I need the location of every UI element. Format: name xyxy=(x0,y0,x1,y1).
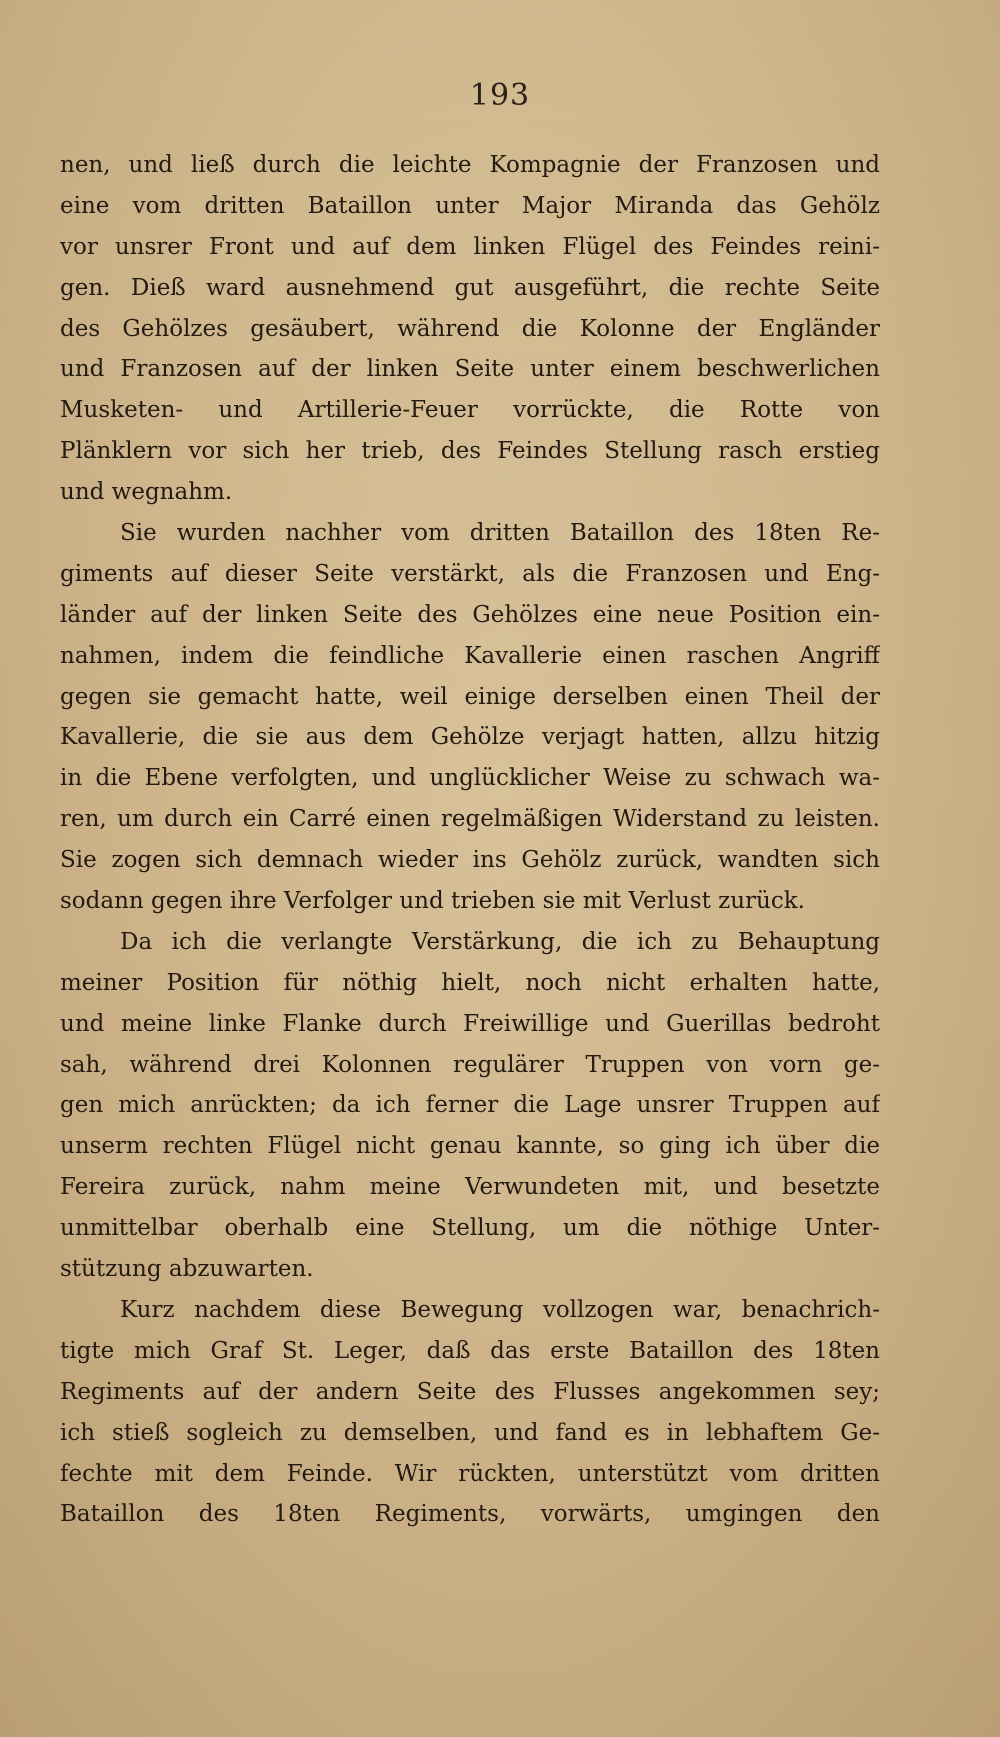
text-line: ren, um durch ein Carré einen regelmäßigen Widerstand zu leisten. xyxy=(60,806,880,833)
text-line: ich stieß sogleich zu demselben, und fand es in lebhaftem Ge- xyxy=(60,1419,880,1446)
text-line: in die Ebene verfolgten, und unglücklicher Weise zu schwach wa- xyxy=(60,765,880,792)
text-line: Kurz nachdem diese Bewegung vollzogen war, benachrich- xyxy=(120,1296,880,1323)
text-line: Sie wurden nachher vom dritten Bataillon des 18ten Re- xyxy=(120,520,880,547)
text-line: und wegnahm. xyxy=(60,479,233,506)
text-line: Bataillon des 18ten Regiments, vorwärts, umgingen den xyxy=(60,1501,880,1528)
text-line: nen, und ließ durch die leichte Kompagnie der Franzosen und xyxy=(60,152,880,178)
text-line: gen. Dieß ward ausnehmend gut ausgeführt, die rechte Seite xyxy=(60,274,880,301)
text-line: Sie zogen sich demnach wieder ins Gehölz zurück, wandten sich xyxy=(60,847,880,874)
text-line: eine vom dritten Bataillon unter Major Miranda das Gehölz xyxy=(60,192,880,219)
text-line: meiner Position für nöthig hielt, noch nicht erhalten hatte, xyxy=(60,969,880,996)
text-line: des Gehölzes gesäubert, während die Kolonne der Engländer xyxy=(60,315,880,342)
text-line: Da ich die verlangte Verstärkung, die ich zu Behauptung xyxy=(120,928,880,955)
text-line: nahmen, indem die feindliche Kavallerie einen raschen Angriff xyxy=(60,642,880,669)
text-line: Regiments auf der andern Seite des Flusses angekommen sey; xyxy=(60,1378,880,1405)
text-line: fechte mit dem Feinde. Wir rückten, unterstützt vom dritten xyxy=(60,1460,880,1487)
text-line: gegen sie gemacht hatte, weil einige derselben einen Theil der xyxy=(60,683,880,710)
text-line: Fereira zurück, nahm meine Verwundeten mit, und besetzte xyxy=(60,1174,880,1201)
text-line: Plänklern vor sich her trieb, des Feindes Stellung rasch erstieg xyxy=(60,438,880,465)
text-line: unmittelbar oberhalb eine Stellung, um die nöthige Unter- xyxy=(60,1215,880,1242)
text-line: tigte mich Graf St. Leger, daß das erste Bataillon des 18ten xyxy=(60,1337,880,1364)
text-line: länder auf der linken Seite des Gehölzes eine neue Position ein- xyxy=(60,601,880,628)
text-line: Musketen- und Artillerie-Feuer vorrückte, die Rotte von xyxy=(60,397,880,424)
text-line: und meine linke Flanke durch Freiwillige und Guerillas bedroht xyxy=(60,1010,880,1037)
text-line: und Franzosen auf der linken Seite unter einem beschwerlichen xyxy=(60,356,880,383)
body-text xyxy=(60,145,880,1535)
text-line: sah, während drei Kolonnen regulärer Truppen von vorn ge- xyxy=(60,1051,880,1078)
text-line: unserm rechten Flügel nicht genau kannte, so ging ich über die xyxy=(60,1133,880,1160)
page-number: 193 xyxy=(469,78,531,113)
text-line: sodann gegen ihre Verfolger und trieben sie mit Verlust zurück. xyxy=(60,888,805,915)
text-line: gen mich anrückten; da ich ferner die Lage unsrer Truppen auf xyxy=(60,1092,880,1119)
text-line: Kavallerie, die sie aus dem Gehölze verjagt hatten, allzu hitzig xyxy=(60,724,880,751)
text-line: vor unsrer Front und auf dem linken Flügel des Feindes reini- xyxy=(60,233,880,260)
text-line: stützung abzuwarten. xyxy=(60,1256,314,1283)
text-line: giments auf dieser Seite verstärkt, als die Franzosen und Eng- xyxy=(60,560,880,587)
